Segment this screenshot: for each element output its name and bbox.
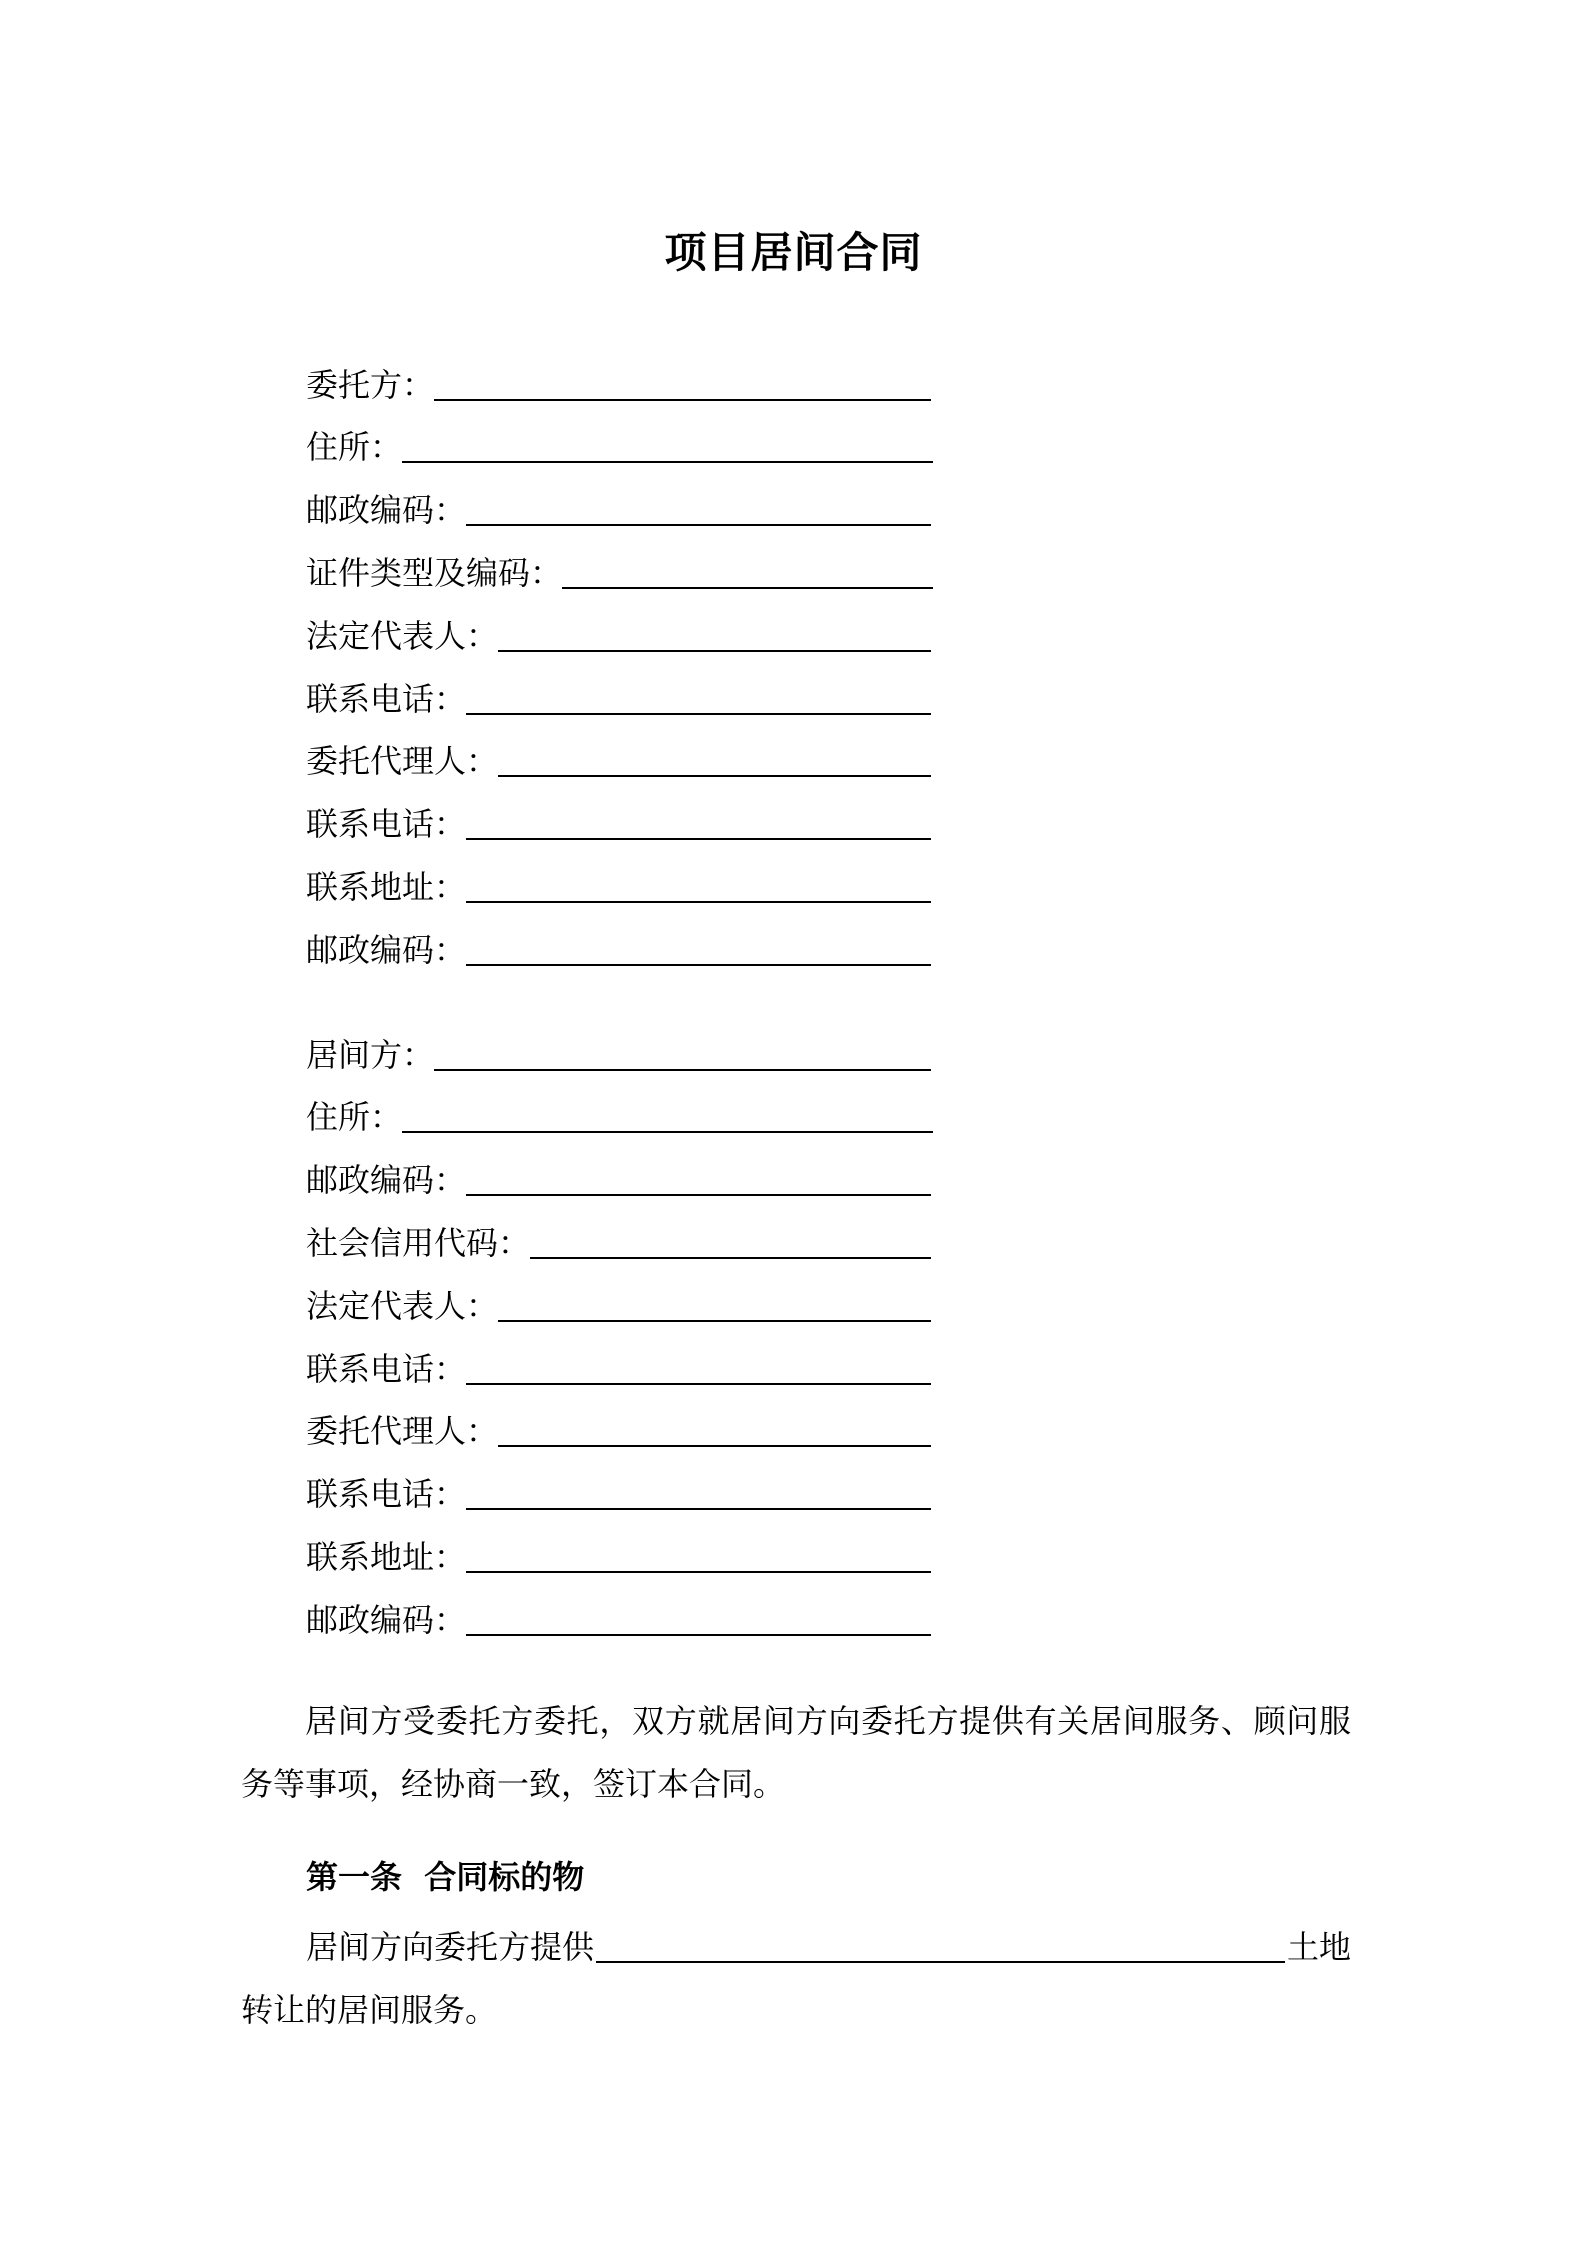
field-label: 联系地址：	[306, 868, 467, 906]
article-1-heading: 第一条 合同标的物	[306, 1858, 585, 1896]
principal-party-field	[306, 363, 931, 407]
field-label: 联系电话：	[306, 805, 467, 843]
field-label: 住所：	[306, 428, 403, 466]
document-title: 项目居间合同	[664, 228, 923, 277]
fill-in-blank[interactable]	[466, 1634, 931, 1636]
intermediary-legal-rep-field	[306, 1284, 931, 1328]
field-label: 联系地址：	[306, 1538, 467, 1576]
fill-in-blank[interactable]	[466, 964, 931, 966]
principal-address-field	[306, 425, 933, 469]
field-label: 联系电话：	[306, 1350, 467, 1388]
intermediary-postcode-field	[306, 1158, 931, 1202]
field-label: 邮政编码：	[306, 1161, 467, 1199]
principal-phone-field	[306, 677, 931, 721]
principal-agent-phone-field	[306, 802, 931, 846]
article-1-text-line2: 转让的居间服务。	[241, 1991, 498, 2029]
intermediary-party-field	[306, 1033, 931, 1077]
fill-in-blank[interactable]	[596, 1961, 1285, 1963]
fill-in-blank[interactable]	[498, 1445, 931, 1447]
fill-in-blank[interactable]	[466, 1194, 931, 1196]
field-label: 住所：	[306, 1098, 403, 1136]
field-label: 联系电话：	[306, 680, 467, 718]
fill-in-blank[interactable]	[402, 1131, 933, 1133]
fill-in-blank[interactable]	[498, 775, 931, 777]
fill-in-blank[interactable]	[434, 1069, 931, 1071]
fill-in-blank[interactable]	[402, 461, 933, 463]
intermediary-agent-field	[306, 1409, 931, 1453]
preamble-paragraph: 居间方受委托方委托，双方就居间方向委托方提供有关居间服务、顾问服务等事项，经协商一致，签订本合同。	[241, 1702, 1351, 1803]
principal-postcode-field	[306, 488, 931, 532]
fill-in-blank[interactable]	[466, 838, 931, 840]
field-label: 联系电话：	[306, 1475, 467, 1513]
principal-legal-rep-field	[306, 614, 931, 658]
field-label: 邮政编码：	[306, 491, 467, 529]
fill-in-blank[interactable]	[530, 1257, 931, 1259]
field-label: 社会信用代码：	[306, 1224, 531, 1262]
field-label: 委托代理人：	[306, 742, 499, 780]
fill-in-blank[interactable]	[466, 1508, 931, 1510]
principal-agent-field	[306, 739, 931, 783]
intermediary-credit-code-field	[306, 1221, 931, 1265]
field-label: 法定代表人：	[306, 1287, 499, 1325]
intermediary-phone-field	[306, 1347, 931, 1391]
field-label: 委托代理人：	[306, 1412, 499, 1450]
article-1-text	[306, 1925, 1351, 1969]
intermediary-address-field	[306, 1095, 933, 1139]
intermediary-agent-phone-field	[306, 1472, 931, 1516]
principal-contact-address-field	[306, 865, 931, 909]
fill-in-blank[interactable]	[562, 587, 933, 589]
field-label: 证件类型及编码：	[306, 554, 563, 592]
field-label: 邮政编码：	[306, 931, 467, 969]
field-label: 委托方：	[306, 366, 435, 404]
article-1-text-before: 居间方向委托方提供	[306, 1928, 595, 1966]
intermediary-contact-postcode-field	[306, 1598, 931, 1642]
field-label: 邮政编码：	[306, 1601, 467, 1639]
field-label: 法定代表人：	[306, 617, 499, 655]
principal-id-field	[306, 551, 933, 595]
principal-contact-postcode-field	[306, 928, 931, 972]
fill-in-blank[interactable]	[466, 901, 931, 903]
fill-in-blank[interactable]	[466, 1571, 931, 1573]
fill-in-blank[interactable]	[498, 1320, 931, 1322]
fill-in-blank[interactable]	[466, 713, 931, 715]
fill-in-blank[interactable]	[466, 1383, 931, 1385]
fill-in-blank[interactable]	[466, 524, 931, 526]
fill-in-blank[interactable]	[498, 650, 931, 652]
fill-in-blank[interactable]	[434, 399, 931, 401]
field-label: 居间方：	[306, 1036, 435, 1074]
article-1-text-after: 土地	[1286, 1928, 1351, 1966]
intermediary-contact-address-field	[306, 1535, 931, 1579]
